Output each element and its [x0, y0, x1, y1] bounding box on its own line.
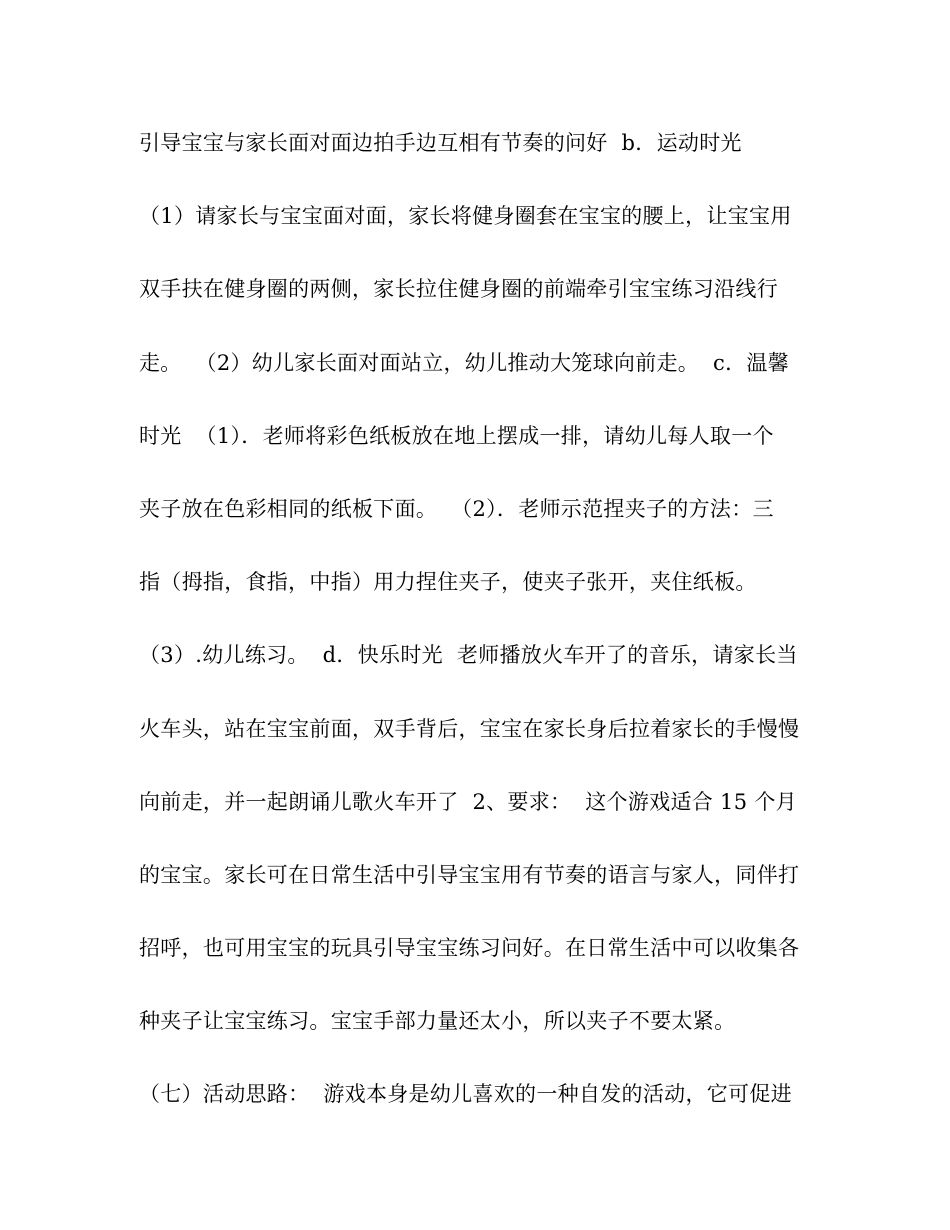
text-line: （3）.幼儿练习。 d．快乐时光 老师播放火车开了的音乐，请家长当: [139, 643, 798, 668]
text-line: （七）活动思路： 游戏本身是幼儿喜欢的一种自发的活动，它可促进: [139, 1082, 792, 1107]
text-line: 种夹子让宝宝练习。宝宝手部力量还太小，所以夹子不要太紧。: [139, 1009, 736, 1034]
text-line: 招呼，也可用宝宝的玩具引导宝宝练习问好。在日常生活中可以收集各: [139, 936, 800, 961]
text-line: 指（拇指，食指，中指）用力捏住夹子，使夹子张开，夹住纸板。: [139, 570, 757, 595]
text-line: 夹子放在色彩相同的纸板下面。 （2）．老师示范捏夹子的方法：三: [139, 496, 774, 521]
text-line: （1）请家长与宝宝面对面，家长将健身圈套在宝宝的腰上，让宝宝用: [139, 204, 792, 229]
text-line: 引导宝宝与家长面对面边拍手边互相有节奏的问好 b．运动时光: [139, 131, 742, 155]
body-text: [139, 121, 819, 1146]
text-line: 向前走，并一起朗诵儿歌火车开了 2、要求： 这个游戏适合 15 个月: [139, 789, 797, 814]
text-line: 时光 （1）．老师将彩色纸板放在地上摆成一排，请幼儿每人取一个: [139, 423, 774, 448]
text-line: 的宝宝。家长可在日常生活中引导宝宝用有节奏的语言与家人，同伴打: [139, 862, 800, 887]
text-line: 走。 （2）幼儿家长面对面站立，幼儿推动大笼球向前走。 c．温馨: [139, 350, 790, 375]
text-line: 火车头，站在宝宝前面，双手背后，宝宝在家长身后拉着家长的手慢慢: [139, 716, 800, 741]
text-line: 双手扶在健身圈的两侧，家长拉住健身圈的前端牵引宝宝练习沿线行: [139, 277, 778, 302]
